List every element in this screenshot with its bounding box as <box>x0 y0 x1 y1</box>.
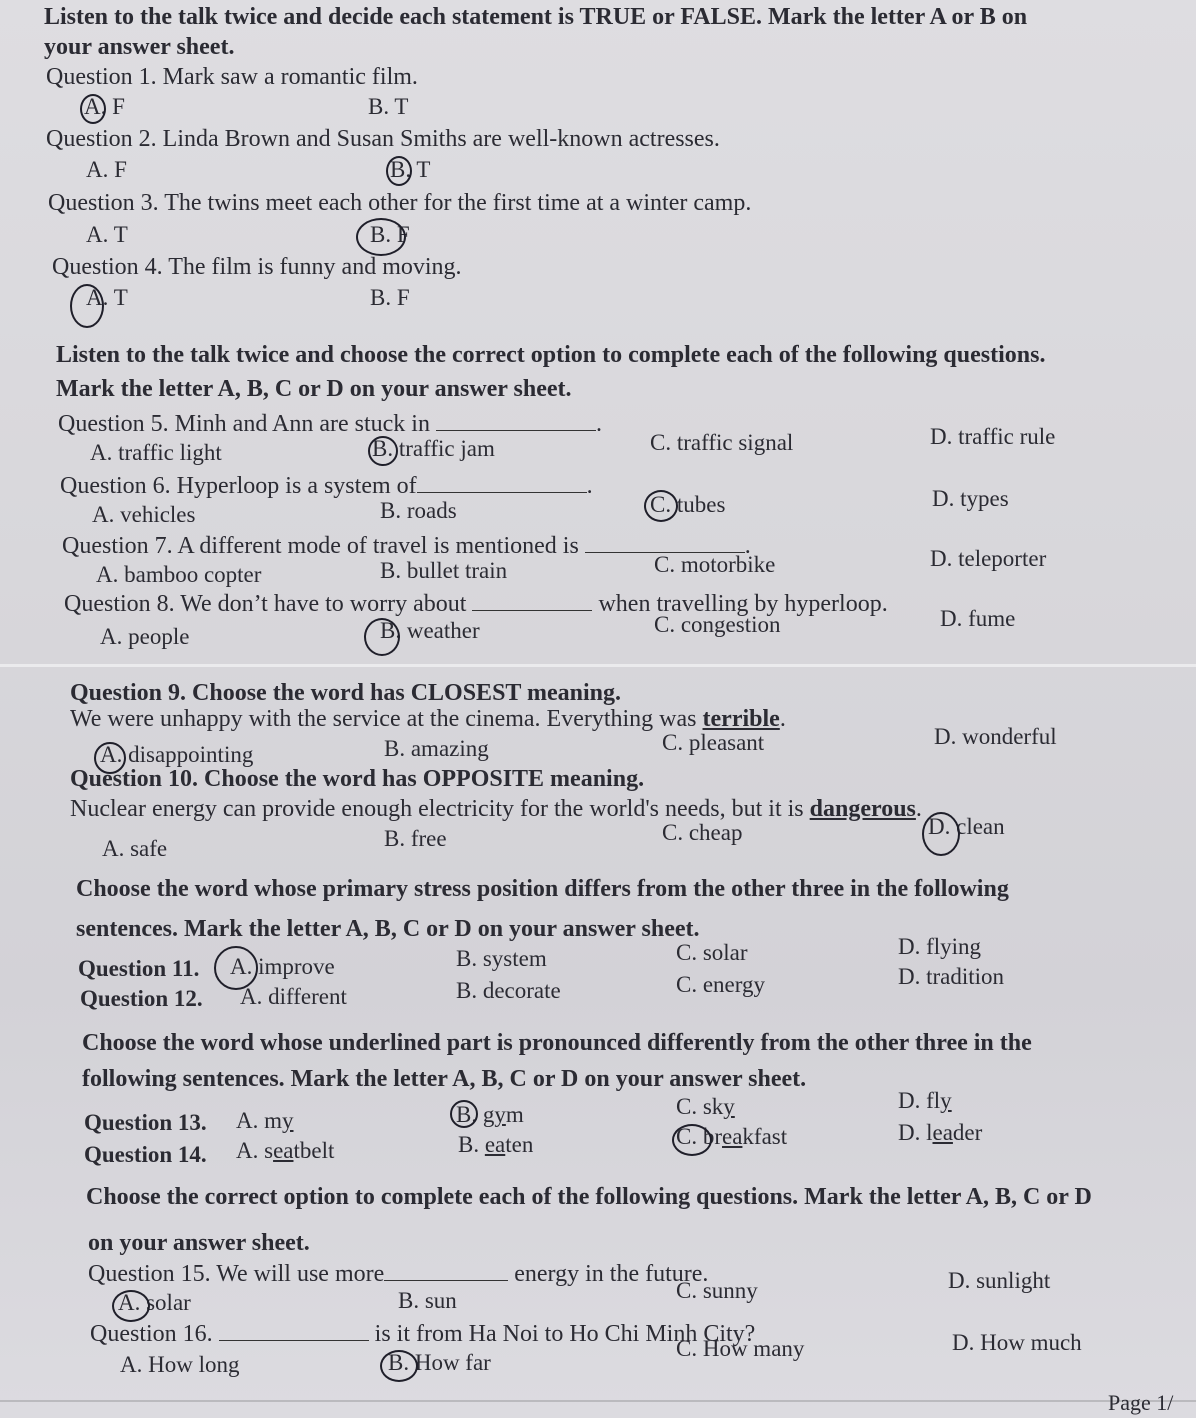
question-12-label: Question 12. <box>80 986 203 1011</box>
section6-instruction-line1: Choose the correct option to complete each of the following questions. Mark the letter A, B, C or D <box>86 1184 1092 1210</box>
q5-option-c[interactable]: C. traffic signal <box>650 430 794 455</box>
section1-instruction-line2: your answer sheet. <box>44 34 235 60</box>
answer-mark-q8 <box>364 618 400 656</box>
question-4: Question 4. The film is funny and moving. <box>52 254 462 280</box>
q15-option-b[interactable]: B. sun <box>398 1288 457 1313</box>
q10-option-c[interactable]: C. cheap <box>662 820 743 845</box>
q7-option-b[interactable]: B. bullet train <box>380 558 508 583</box>
q10-option-b[interactable]: B. free <box>384 826 447 851</box>
q1-option-a[interactable]: A. F <box>84 94 125 119</box>
q14-option-a[interactable]: A. seatbelt <box>236 1138 335 1163</box>
q9-option-a[interactable]: A. disappointing <box>100 742 254 767</box>
q6-option-c[interactable]: C. tubes <box>650 492 726 517</box>
q14-option-d[interactable]: D. leader <box>898 1120 983 1145</box>
q16-option-b[interactable]: B. How far <box>388 1350 491 1375</box>
question-9-title: Question 9. Choose the word has CLOSEST meaning. <box>70 680 621 706</box>
q5-option-d[interactable]: D. traffic rule <box>930 424 1056 449</box>
answer-mark-q15 <box>112 1290 150 1322</box>
q9-option-b[interactable]: B. amazing <box>384 736 489 761</box>
section2-instruction-line2: Mark the letter A, B, C or D on your answer sheet. <box>56 376 572 402</box>
q12-option-d[interactable]: D. tradition <box>898 964 1005 989</box>
section2-instruction-line1: Listen to the talk twice and choose the correct option to complete each of the following questions. <box>56 342 1046 368</box>
q3-option-a[interactable]: A. T <box>86 222 128 247</box>
q3-option-b[interactable]: B. F <box>370 222 410 247</box>
q5-option-a[interactable]: A. traffic light <box>90 440 222 465</box>
q9-target-word: terrible <box>702 706 780 732</box>
q16-option-d[interactable]: D. How much <box>952 1330 1082 1355</box>
q16-option-c[interactable]: C. How many <box>676 1336 805 1361</box>
answer-mark-q1 <box>80 94 106 124</box>
q6-option-d[interactable]: D. types <box>932 486 1009 511</box>
section5-instruction-line2: following sentences. Mark the letter A, B, C or D on your answer sheet. <box>82 1066 807 1092</box>
q6-option-b[interactable]: B. roads <box>380 498 457 523</box>
q8-option-a[interactable]: A. people <box>100 624 190 649</box>
q5-option-b[interactable]: B. traffic jam <box>372 436 495 461</box>
question-14-label: Question 14. <box>84 1142 207 1167</box>
question-3: Question 3. The twins meet each other for the first time at a winter camp. <box>48 190 752 216</box>
q10-option-a[interactable]: A. safe <box>102 836 168 861</box>
section5-instruction-line1: Choose the word whose underlined part is pronounced differently from the other three in the <box>82 1030 1032 1056</box>
q10-target-word: dangerous <box>809 796 916 822</box>
answer-mark-q2 <box>386 156 412 186</box>
q11-option-a[interactable]: A. improve <box>230 954 335 979</box>
q2-option-b[interactable]: B. T <box>390 157 431 182</box>
q4-option-a[interactable]: A. T <box>86 285 128 310</box>
section1-instruction-line1: Listen to the talk twice and decide each statement is TRUE or FALSE. Mark the letter A or B on <box>44 4 1028 30</box>
q13-option-b[interactable]: B. gym <box>456 1102 524 1127</box>
answer-mark-q13 <box>450 1100 478 1128</box>
section6-instruction-line2: on your answer sheet. <box>88 1230 310 1256</box>
q13-option-d[interactable]: D. fly <box>898 1088 952 1113</box>
answer-mark-q3 <box>356 218 406 256</box>
question-16: Question 16. is it from Ha Noi to Ho Chi Minh City? <box>90 1321 756 1347</box>
question-5: Question 5. Minh and Ann are stuck in . <box>58 411 602 437</box>
q13-option-a[interactable]: A. my <box>236 1108 294 1133</box>
answer-mark-q5 <box>368 436 398 466</box>
q13-option-c[interactable]: C. sky <box>676 1094 735 1119</box>
q1-option-b[interactable]: B. T <box>368 94 409 119</box>
section4-instruction-line2: sentences. Mark the letter A, B, C or D on your answer sheet. <box>76 916 700 942</box>
question-7: Question 7. A different mode of travel is mentioned is . <box>62 533 751 559</box>
q14-option-b[interactable]: B. eaten <box>458 1132 534 1157</box>
q7-option-c[interactable]: C. motorbike <box>654 552 776 577</box>
q9-option-c[interactable]: C. pleasant <box>662 730 765 755</box>
q8-option-c[interactable]: C. congestion <box>654 612 781 637</box>
question-9-sentence: We were unhappy with the service at the cinema. Everything was terrible. <box>70 706 786 732</box>
question-13-label: Question 13. <box>84 1110 207 1135</box>
answer-mark-q9 <box>94 742 126 774</box>
question-1: Question 1. Mark saw a romantic film. <box>46 64 418 90</box>
q12-option-b[interactable]: B. decorate <box>456 978 561 1003</box>
question-10-title: Question 10. Choose the word has OPPOSITE meaning. <box>70 766 645 792</box>
question-15: Question 15. We will use more energy in the future. <box>88 1261 709 1287</box>
q4-option-b[interactable]: B. F <box>370 285 410 310</box>
q15-option-d[interactable]: D. sunlight <box>948 1268 1051 1293</box>
section4-instruction-line1: Choose the word whose primary stress position differs from the other three in the following <box>76 876 1009 902</box>
q11-option-b[interactable]: B. system <box>456 946 547 971</box>
paper-edge <box>0 1400 1196 1402</box>
q8-option-d[interactable]: D. fume <box>940 606 1016 631</box>
q12-option-c[interactable]: C. energy <box>676 972 766 997</box>
question-6: Question 6. Hyperloop is a system of . <box>60 473 593 499</box>
q15-option-a[interactable]: A. solar <box>118 1290 191 1315</box>
q9-option-d[interactable]: D. wonderful <box>934 724 1057 749</box>
answer-mark-q16 <box>380 1350 418 1382</box>
q14-option-c[interactable]: C. breakfast <box>676 1124 788 1149</box>
answer-mark-q10 <box>922 812 960 856</box>
q16-option-a[interactable]: A. How long <box>120 1352 240 1377</box>
q6-option-a[interactable]: A. vehicles <box>92 502 196 527</box>
answer-mark-q6 <box>644 490 678 522</box>
answer-mark-q4 <box>70 284 104 328</box>
q11-option-c[interactable]: C. solar <box>676 940 748 965</box>
question-2: Question 2. Linda Brown and Susan Smiths are well-known actresses. <box>46 126 720 152</box>
question-8: Question 8. We don’t have to worry about when travelling by hyperloop. <box>64 591 888 617</box>
q10-option-d[interactable]: D. clean <box>928 814 1005 839</box>
q12-option-a[interactable]: A. different <box>240 984 347 1009</box>
q11-option-d[interactable]: D. flying <box>898 934 982 959</box>
page-number: Page 1/ <box>1108 1390 1174 1415</box>
q2-option-a[interactable]: A. F <box>86 157 127 182</box>
paper-fold <box>0 664 1196 667</box>
answer-mark-q14 <box>672 1124 712 1156</box>
q7-option-d[interactable]: D. teleporter <box>930 546 1047 571</box>
q7-option-a[interactable]: A. bamboo copter <box>96 562 262 587</box>
q15-option-c[interactable]: C. sunny <box>676 1278 758 1303</box>
answer-mark-q11 <box>214 946 258 990</box>
q8-option-b[interactable]: B. weather <box>380 618 480 643</box>
question-10-sentence: Nuclear energy can provide enough electricity for the world's needs, but it is dangerous. <box>70 796 922 822</box>
question-11-label: Question 11. <box>78 956 200 981</box>
